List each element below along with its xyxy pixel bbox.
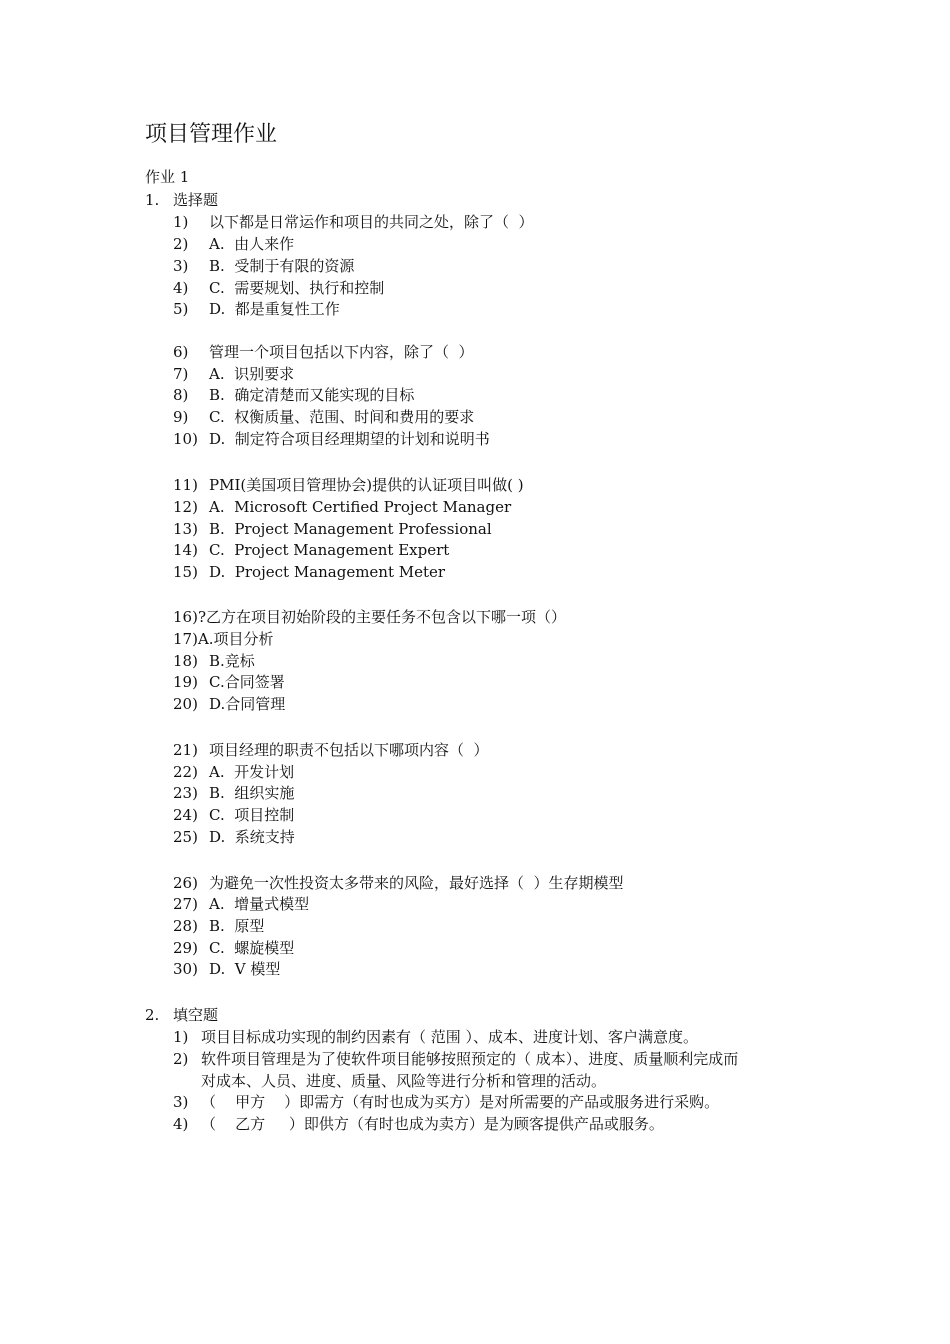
list-item: 23) B. 组织实施: [173, 784, 295, 802]
section-heading-fill: [145, 1004, 218, 1026]
list-item: 8) B. 确定清楚而又能实现的目标: [173, 386, 415, 404]
list-item: 18) B.竞标: [173, 652, 255, 670]
page-title: 项目管理作业: [145, 122, 278, 147]
section-title: 填空题: [173, 1006, 219, 1024]
list-item: 1) 以下都是日常运作和项目的共同之处，除了（ ）: [173, 213, 534, 231]
homework-label: 作业 1: [145, 168, 190, 186]
list-item: 3) （ 甲方 ）即需方（有时也成为买方）是对所需要的产品或服务进行采购。: [173, 1093, 720, 1111]
list-item: 30) D. V 模型: [173, 960, 281, 978]
section-number: 1.: [145, 191, 160, 209]
list-item: 1) 项目目标成功实现的制约因素有（ 范围 ）、成本、进度计划、客户满意度。: [173, 1028, 699, 1046]
list-item: 16)?乙方在项目初始阶段的主要任务不包含以下哪一项（）: [173, 608, 566, 626]
section-number: 2.: [145, 1006, 160, 1024]
list-item: 19) C.合同签署: [173, 673, 285, 691]
list-item: 5) D. 都是重复性工作: [173, 300, 340, 318]
list-item: 2) 软件项目管理是为了使软件项目能够按照预定的（ 成本）、进度、质量顺利完成而 对成本、人员、进度、质量、风险等进行分析和管理的活动。: [173, 1050, 739, 1090]
section-title: 选择题: [173, 191, 219, 209]
list-item: 26) 为避免一次性投资太多带来的风险，最好选择（ ）生存期模型: [173, 874, 624, 892]
list-item: 28) B. 原型: [173, 917, 265, 935]
list-item: 9) C. 权衡质量、范围、时间和费用的要求: [173, 408, 475, 426]
list-item: 2) A. 由人来作: [173, 235, 295, 253]
list-item: 6) 管理一个项目包括以下内容，除了（ ）: [173, 343, 474, 361]
list-item: 24) C. 项目控制: [173, 806, 295, 824]
list-item: 20) D.合同管理: [173, 695, 286, 713]
list-item: 12) A. Microsoft Certified Project Manager: [173, 498, 512, 516]
list-item: 27) A. 增量式模型: [173, 895, 310, 913]
list-item: 21) 项目经理的职责不包括以下哪项内容（ ）: [173, 741, 489, 759]
list-item: 25) D. 系统支持: [173, 828, 295, 846]
list-item: 17)A.项目分析: [173, 630, 274, 648]
list-item: 14) C. Project Management Expert: [173, 541, 450, 559]
section-heading-choice: [145, 189, 218, 211]
list-item: 10) D. 制定符合项目经理期望的计划和说明书: [173, 430, 490, 448]
list-item: 7) A. 识别要求: [173, 365, 295, 383]
list-item: 11) PMI(美国项目管理协会)提供的认证项目叫做( ): [173, 476, 524, 494]
list-item: 15) D. Project Management Meter: [173, 563, 446, 581]
list-item: 22) A. 开发计划: [173, 763, 295, 781]
list-item: 13) B. Project Management Professional: [173, 520, 492, 538]
list-item: 4) C. 需要规划、执行和控制: [173, 279, 385, 297]
list-item: 4) （ 乙方 ）即供方（有时也成为卖方）是为顾客提供产品或服务。: [173, 1115, 664, 1133]
list-item: 3) B. 受制于有限的资源: [173, 257, 355, 275]
list-item: 29) C. 螺旋模型: [173, 939, 295, 957]
